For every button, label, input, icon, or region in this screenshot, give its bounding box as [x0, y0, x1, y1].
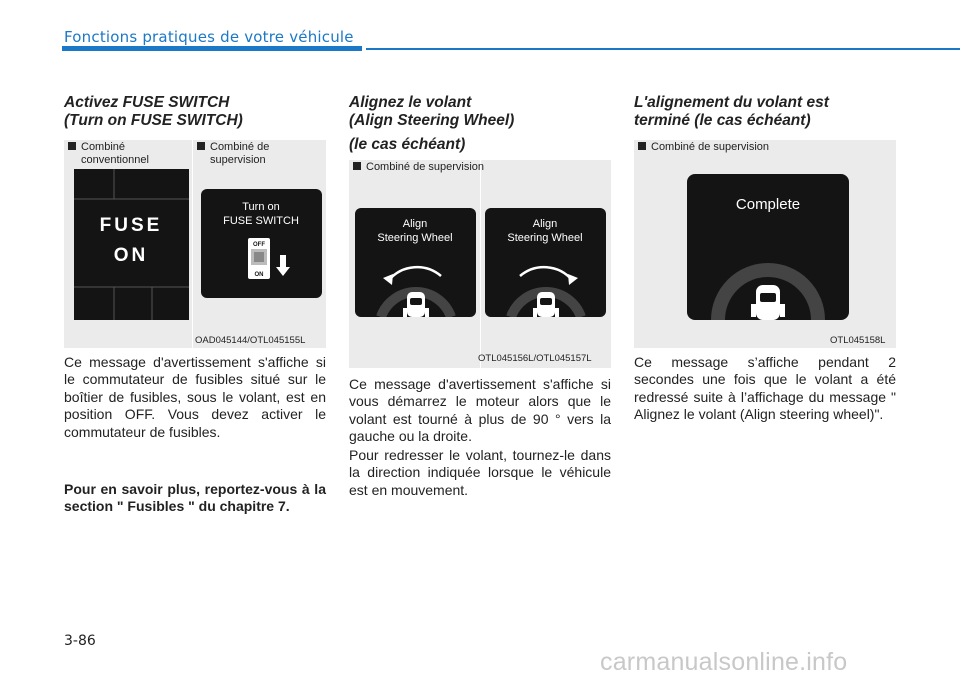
- square-bullet-icon: [68, 142, 76, 150]
- heading-line: L'alignement du volant est: [634, 94, 829, 111]
- supervision-graphic: [201, 189, 322, 298]
- lcd-graphic: [74, 169, 189, 320]
- figure-code: OTL045158L: [830, 335, 886, 346]
- heading-line: (Align Steering Wheel): [349, 112, 515, 129]
- header-rule-thick: [62, 46, 362, 51]
- heading-line: terminé (le cas échéant): [634, 112, 811, 129]
- paragraph: Pour redresser le volant, tournez-le dans la direction indiquée lorsque le véhicule est en mouvement.: [349, 447, 611, 498]
- panel-text: FUSE SWITCH: [223, 215, 299, 227]
- section-title: Fonctions pratiques de votre véhicule: [64, 28, 354, 46]
- svg-text:ON: ON: [254, 272, 264, 278]
- figure-fuse-switch: [64, 140, 326, 348]
- lcd-on-text: ON: [113, 245, 149, 266]
- square-bullet-icon: [353, 162, 361, 170]
- rotate-left-arrow-icon: [389, 267, 441, 280]
- panel-text: Steering Wheel: [377, 232, 453, 244]
- figure-caption-supervision: Combiné de supervision: [353, 161, 484, 174]
- fuse-switch-icon: [248, 238, 270, 279]
- supervision-display: [201, 189, 322, 298]
- panel-text: Turn on: [242, 201, 280, 213]
- figure-code: OAD045144/OTL045155L: [195, 335, 306, 346]
- complete-display: [687, 174, 849, 320]
- rotate-right-arrow-icon: [520, 267, 572, 280]
- watermark: carmanualsonline.info: [600, 648, 848, 676]
- panel-text: Align: [532, 218, 558, 230]
- svg-text:OFF: OFF: [253, 242, 265, 248]
- figure-alignment-complete: [634, 140, 896, 348]
- car-top-icon: [751, 285, 785, 320]
- heading-line: (Turn on FUSE SWITCH): [64, 112, 243, 129]
- arrow-head: [568, 274, 578, 285]
- figure-caption-conventional: Combiné conventionnel: [68, 141, 149, 167]
- heading-line: (le cas échéant): [349, 136, 466, 153]
- lcd-display: [74, 169, 189, 320]
- square-bullet-icon: [197, 142, 205, 150]
- square-bullet-icon: [638, 142, 646, 150]
- heading-alignment-complete: [634, 94, 896, 130]
- figure-divider: [480, 160, 481, 368]
- figure-caption-supervision: Combiné de supervision: [638, 141, 769, 154]
- align-right-display: [485, 208, 606, 317]
- panel-text: Steering Wheel: [507, 232, 583, 244]
- figure-align-steering: [349, 160, 611, 368]
- lcd-fuse-text: FUSE: [99, 215, 163, 236]
- paragraph: Ce message s’affiche pendant 2 secondes une fois que le volant a été redressé suite à l’affichage du message " Alignez le volant (Align steering wheel)".: [634, 354, 896, 423]
- complete-graphic: [687, 174, 849, 320]
- paragraph: Ce message d'avertissement s'affiche si vous démarrez le moteur alors que le volant est tourné à plus de 90 ° vers la gauche ou la droite.: [349, 376, 611, 445]
- panel-text: Complete: [735, 196, 801, 213]
- down-arrow-icon: [276, 255, 290, 276]
- paragraph: Ce message d'avertissement s'affiche si le commutateur de fusibles situé sur le boîtier de fusibles, sous le volant, est en position OFF. Vous devez activer le commutateur de fusibles.: [64, 354, 326, 440]
- heading-line: Activez FUSE SWITCH: [64, 94, 230, 111]
- figure-code: OTL045156L/OTL045157L: [478, 353, 592, 364]
- align-left-display: [355, 208, 476, 317]
- figure-caption-supervision: Combiné de supervision: [197, 141, 269, 167]
- paragraph-reference: Pour en savoir plus, reportez-vous à la section " Fusibles " du chapitre 7.: [64, 481, 326, 515]
- panel-text: Align: [402, 218, 428, 230]
- align-right-graphic: [485, 208, 606, 317]
- heading-fuse-switch: [64, 94, 334, 130]
- heading-line: Alignez le volant: [349, 94, 472, 111]
- arrow-head: [383, 274, 393, 285]
- page-number: 3-86: [64, 633, 96, 649]
- header-rule-thin: [366, 48, 960, 50]
- figure-divider: [192, 140, 193, 348]
- align-left-graphic: [355, 208, 476, 317]
- heading-align-steering: [349, 94, 611, 154]
